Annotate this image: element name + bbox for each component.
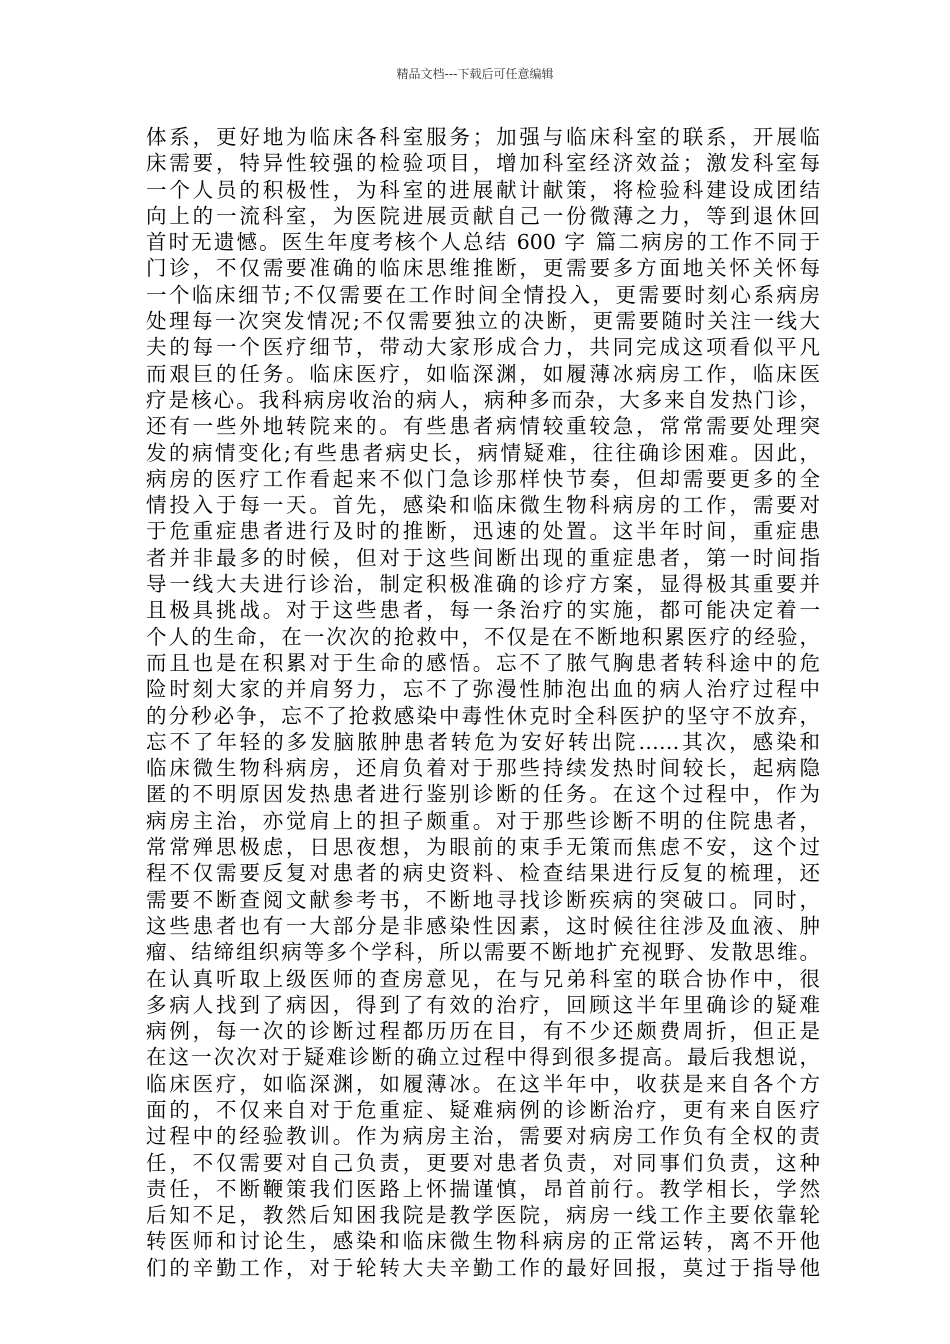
- page-header: 精品文档---下载后可任意编辑: [396, 67, 554, 81]
- body-line: 后知不足，教然后知困我院是教学医院，病房一线工作主要依靠轮: [146, 1203, 820, 1228]
- body-line: 夫的每一个医疗细节，带动大家形成合力，共同完成这项看似平凡: [146, 335, 820, 360]
- body-line: 体系，更好地为临床各科室服务；加强与临床科室的联系，开展临: [146, 125, 820, 149]
- body-line: 一个临床细节;不仅需要在工作时间全情投入，更需要时刻心系病房: [146, 282, 820, 307]
- body-line: 首时无遗憾。医生年度考核个人总结 600 字 篇二病房的工作不同于: [146, 230, 820, 255]
- body-line: 们的辛勤工作，对于轮转大夫辛勤工作的最好回报，莫过于指导他: [146, 1255, 820, 1280]
- body-line: 程不仅需要反复对患者的病史资料、检查结果进行反复的梳理，还: [146, 861, 820, 886]
- body-line: 需要不断查阅文献参考书，不断地寻找诊断疾病的突破口。同时，: [146, 887, 820, 912]
- body-line: 一个人员的积极性，为科室的进展献计献策，将检验科建设成团结: [146, 177, 820, 202]
- body-line: 且极具挑战。对于这些患者，每一条治疗的实施，都可能决定着一: [146, 598, 820, 623]
- body-line: 者并非最多的时候，但对于这些间断出现的重症患者，第一时间指: [146, 545, 820, 570]
- body-line: 险时刻大家的并肩努力，忘不了弥漫性肺泡出血的病人治疗过程中: [146, 677, 820, 702]
- body-line: 忘不了年轻的多发脑脓肿患者转危为安好转出院……其次，感染和: [146, 729, 820, 754]
- body-line: 处理每一次突发情况;不仅需要独立的决断，更需要随时关注一线大: [146, 309, 820, 334]
- body-line: 病房主治，亦觉肩上的担子颇重。对于那些诊断不明的住院患者，: [146, 808, 820, 833]
- body-line: 这些患者也有一大部分是非感染性因素，这时候往往涉及血液、肿: [146, 913, 820, 938]
- body-line: 而艰巨的任务。临床医疗，如临深渊，如履薄冰病房工作，临床医: [146, 361, 820, 386]
- body-line: 导一线大夫进行诊治，制定积极准确的诊疗方案，显得极其重要并: [146, 572, 820, 597]
- body-line: 责任，不断鞭策我们医路上怀揣谨慎，昂首前行。教学相长，学然: [146, 1176, 820, 1201]
- body-line: 于危重症患者进行及时的推断，迅速的处置。这半年时间，重症患: [146, 519, 820, 544]
- document-body: [146, 124, 820, 1281]
- body-line: 匿的不明原因发热患者进行鉴别诊断的任务。在这个过程中，作为: [146, 782, 820, 807]
- body-line: 病例，每一次的诊断过程都历历在目，有不少还颇费周折，但正是: [146, 1019, 820, 1044]
- body-line: 常常殚思极虑，日思夜想，为眼前的束手无策而焦虑不安，这个过: [146, 835, 820, 860]
- body-line: 向上的一流科室，为医院进展贡献自己一份微薄之力，等到退休回: [146, 203, 820, 228]
- body-line: 门诊，不仅需要准确的临床思维推断，更需要多方面地关怀关怀每: [146, 256, 820, 281]
- body-line: 面的，不仅来自对于危重症、疑难病例的诊断治疗，更有来自医疗: [146, 1097, 820, 1122]
- body-line: 发的病情变化;有些患者病史长，病情疑难，往往确诊困难。因此，: [146, 440, 820, 465]
- body-line: 疗是核心。我科病房收治的病人，病种多而杂，大多来自发热门诊，: [146, 387, 820, 412]
- body-line: 转医师和讨论生，感染和临床微生物科病房的正常运转，离不开他: [146, 1229, 820, 1254]
- body-line: 过程中的经验教训。作为病房主治，需要对病房工作负有全权的责: [146, 1124, 820, 1149]
- body-line: 在这一次次对于疑难诊断的确立过程中得到很多提高。最后我想说，: [146, 1045, 820, 1070]
- body-line: 情投入于每一天。首先，感染和临床微生物科病房的工作，需要对: [146, 493, 820, 518]
- body-line: 而且也是在积累对于生命的感悟。忘不了脓气胸患者转科途中的危: [146, 650, 820, 675]
- body-line: 瘤、结缔组织病等多个学科，所以需要不断地扩充视野、发散思维。: [146, 940, 820, 965]
- body-line: 床需要，特异性较强的检验项目，增加科室经济效益；激发科室每: [146, 151, 820, 176]
- body-line: 临床微生物科病房，还肩负着对于那些持续发热时间较长，起病隐: [146, 756, 820, 781]
- body-line: 多病人找到了病因，得到了有效的治疗，回顾这半年里确诊的疑难: [146, 992, 820, 1017]
- body-line: 病房的医疗工作看起来不似门急诊那样快节奏，但却需要更多的全: [146, 466, 820, 491]
- body-line: 在认真听取上级医师的查房意见，在与兄弟科室的联合协作中，很: [146, 966, 820, 991]
- body-line: 任，不仅需要对自己负责，更要对患者负责，对同事们负责，这种: [146, 1150, 820, 1175]
- body-line: 个人的生命，在一次次的抢救中，不仅是在不断地积累医疗的经验，: [146, 624, 820, 649]
- body-line: 的分秒必争，忘不了抢救感染中毒性休克时全科医护的坚守不放弃，: [146, 703, 820, 728]
- body-line: 临床医疗，如临深渊，如履薄冰。在这半年中，收获是来自各个方: [146, 1071, 820, 1096]
- body-line: 还有一些外地转院来的。有些患者病情较重较急，常常需要处理突: [146, 414, 820, 439]
